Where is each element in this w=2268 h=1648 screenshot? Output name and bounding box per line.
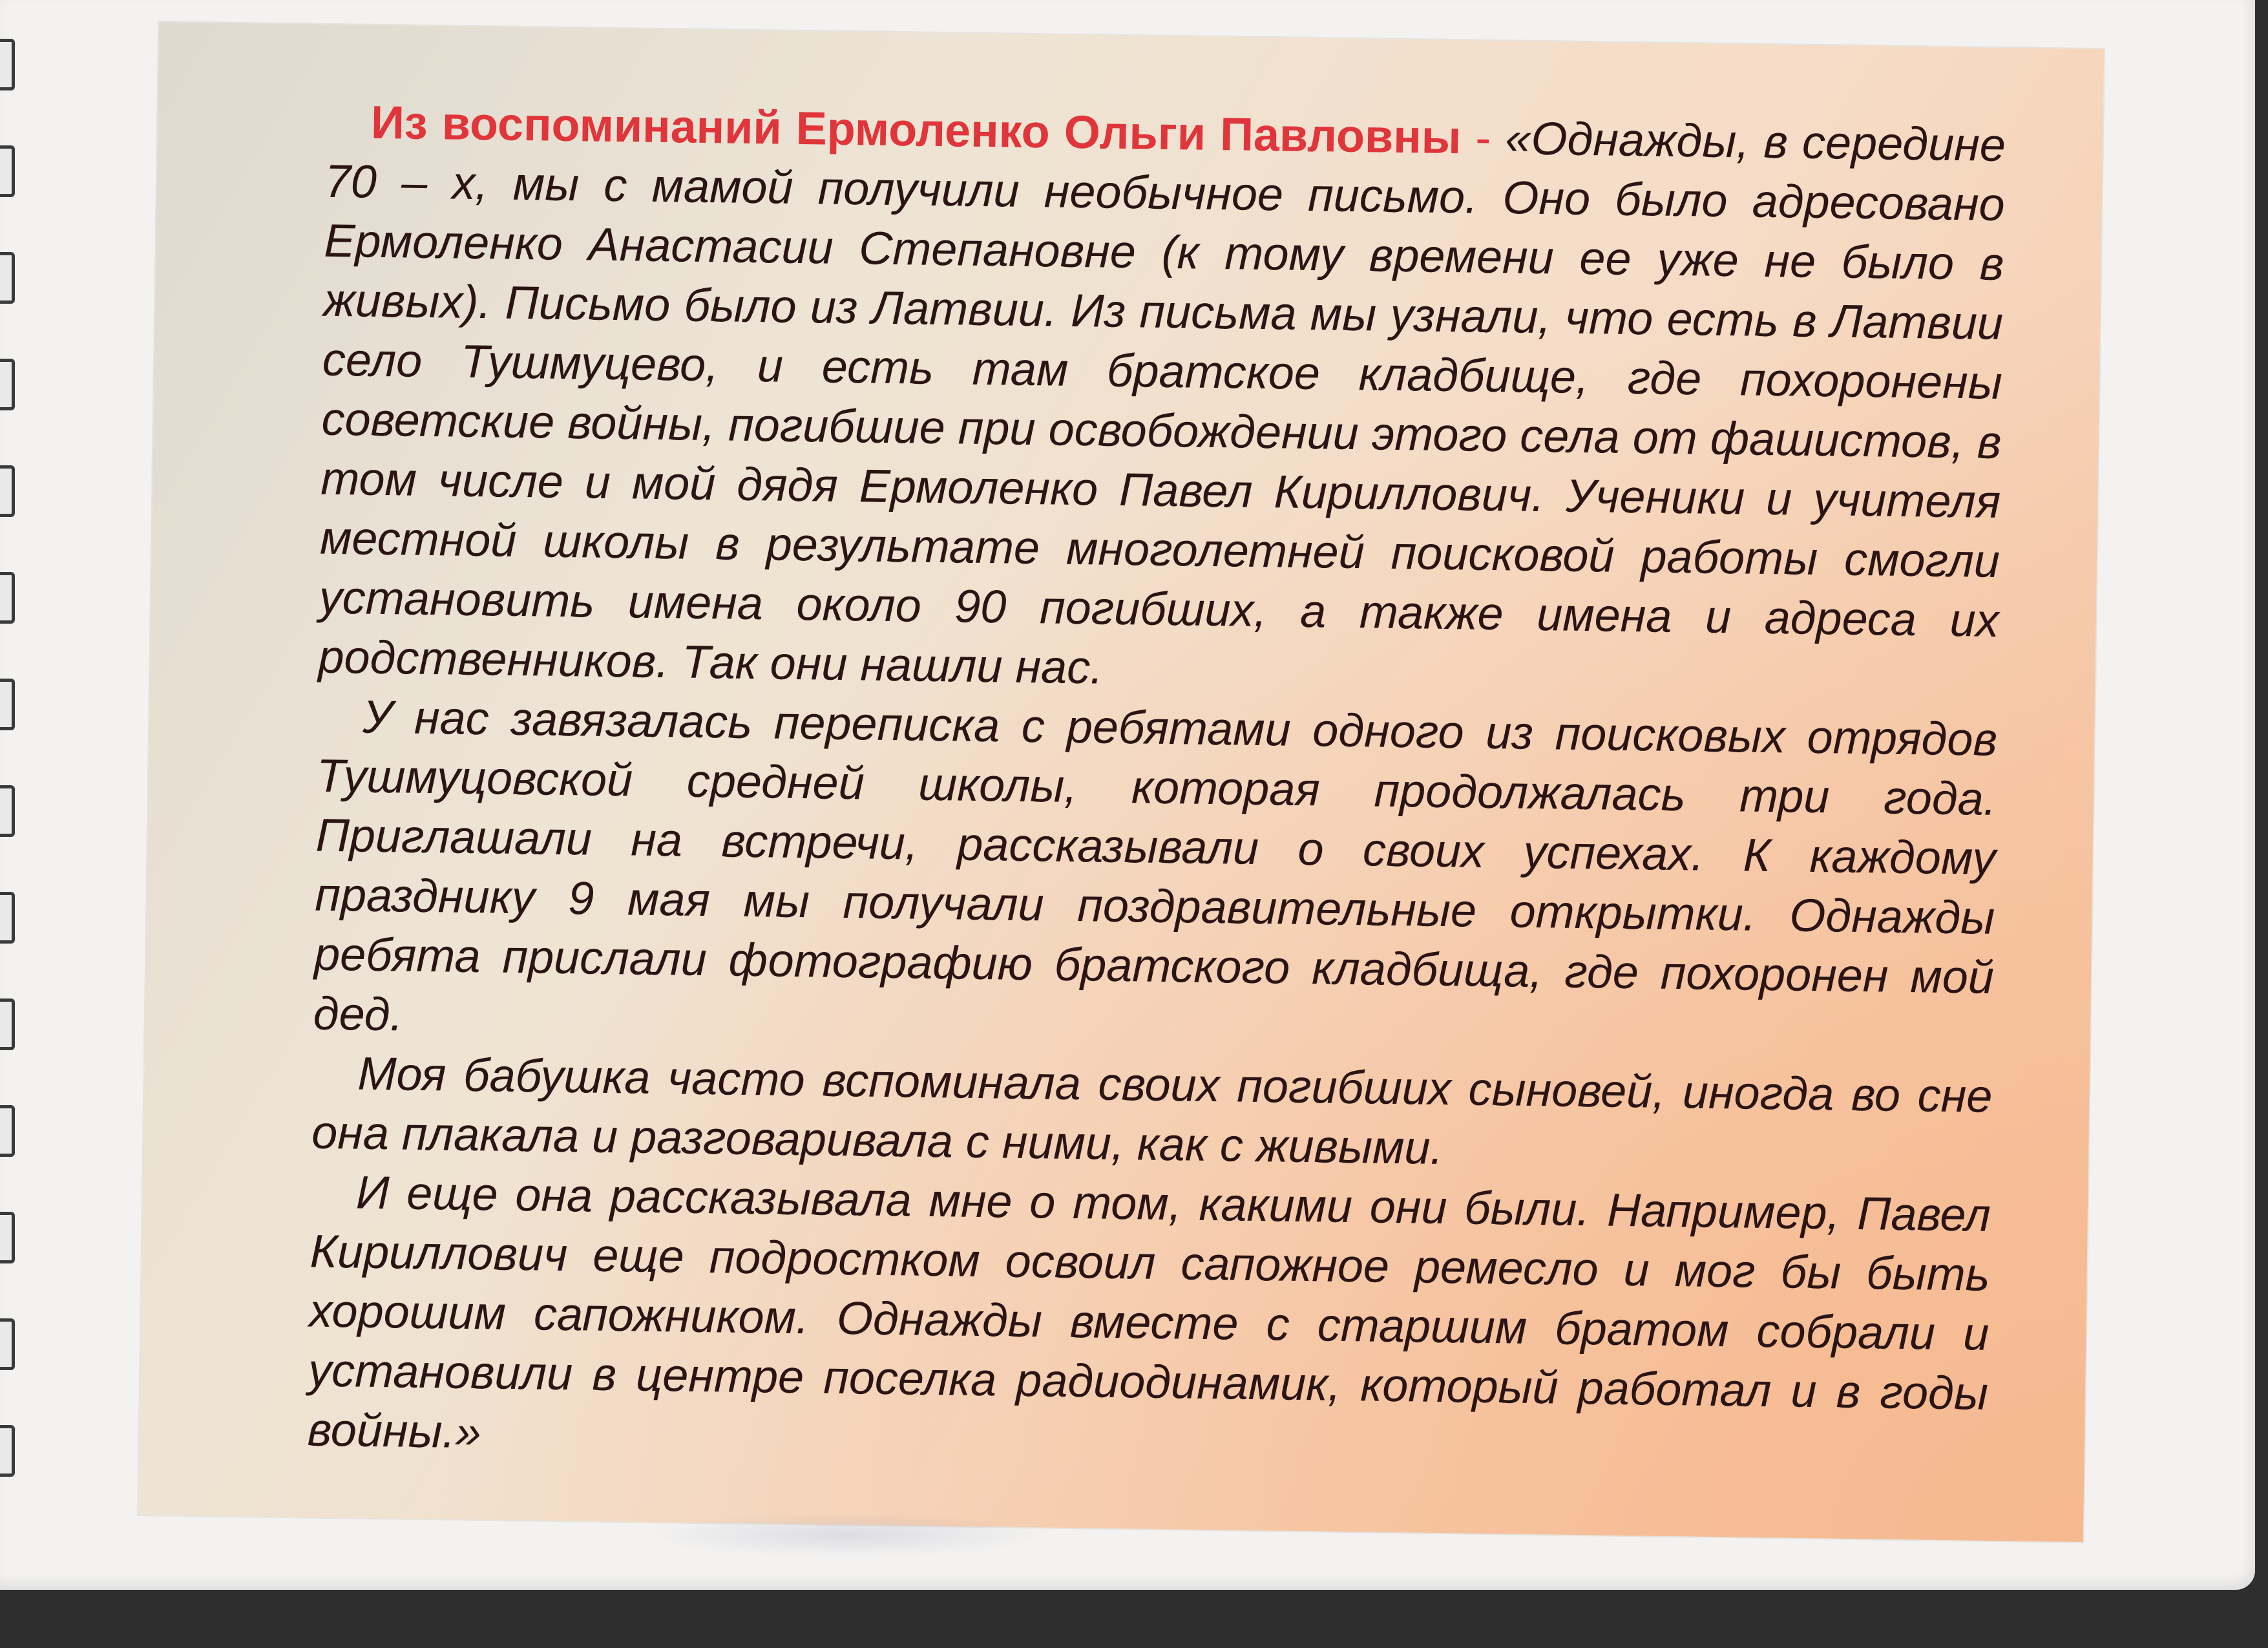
- binding-ring: [0, 1212, 15, 1263]
- memoir-card: [138, 22, 2104, 1542]
- binding-ring: [0, 359, 15, 410]
- binding-ring: [0, 998, 15, 1050]
- binding-ring: [0, 145, 15, 197]
- memoir-paragraph: [318, 92, 2006, 710]
- memoir-paragraph: У нас завязалась переписка с ребятами одного из поисковых отрядов Тушмуцовской средней школы, которая продолжалась три года. Приглашали на встречи, рассказывали о своих успехах. К каждому празднику 9 мая мы получали поздравительные открытки. Однажды ребята прислали фотографию братского кладбища, где похоронен мой дед.: [313, 691, 1998, 1041]
- memoir-text: [307, 92, 2006, 1483]
- binding-ring: [0, 892, 15, 944]
- binding-ring: [0, 1105, 15, 1157]
- binding-ring: [0, 572, 15, 624]
- binding-ring: [0, 252, 15, 304]
- memoir-heading: Из воспоминаний Ермоленко Ольги Павловны: [370, 96, 1462, 164]
- scan-smudge: [646, 1512, 1047, 1558]
- binding-ring: [0, 1318, 15, 1370]
- binding-ring: [0, 679, 15, 730]
- binding-ring: [0, 1425, 15, 1477]
- binding-ring: [0, 39, 15, 90]
- paragraph-1-text: «Однажды, в середине 70 – х, мы с мамой получили необычное письмо. Оно было адресовано Ермоленко Анастасии Степановне (к тому времени ее уже не было в живых). Письмо было из Латвии. Из письма мы узнали, что есть в Латвии село Тушмуцево, и есть там братское кладбище, где похоронены советские войны, погибшие при освобождении этого села от фашистов, в том числе и мой дядя Ермоленко Павел Кириллович. Ученики и учителя местной школы в результате многолетней поисковой работы смогли установить имена около 90 погибших, а также имена и адреса их родственников. Так они нашли нас.: [318, 112, 2006, 694]
- memoir-paragraph: И еще она рассказывала мне о том, какими они были. Например, Павел Кириллович еще подростком освоил сапожное ремесло и мог бы быть хорошим сапожником. Однажды вместе с старшим братом собрали и установили в центре поселка радиодинамик, который работал и в годы войны.»: [307, 1167, 1991, 1459]
- spiral-binding: [0, 39, 19, 1525]
- binding-ring: [0, 465, 15, 517]
- binding-ring: [0, 785, 15, 837]
- heading-dash: -: [1460, 112, 1506, 165]
- memoir-paragraph: Моя бабушка часто вспоминала своих погибших сыновей, иногда во сне она плакала и разговаривала с ними, как с живыми.: [311, 1048, 1993, 1175]
